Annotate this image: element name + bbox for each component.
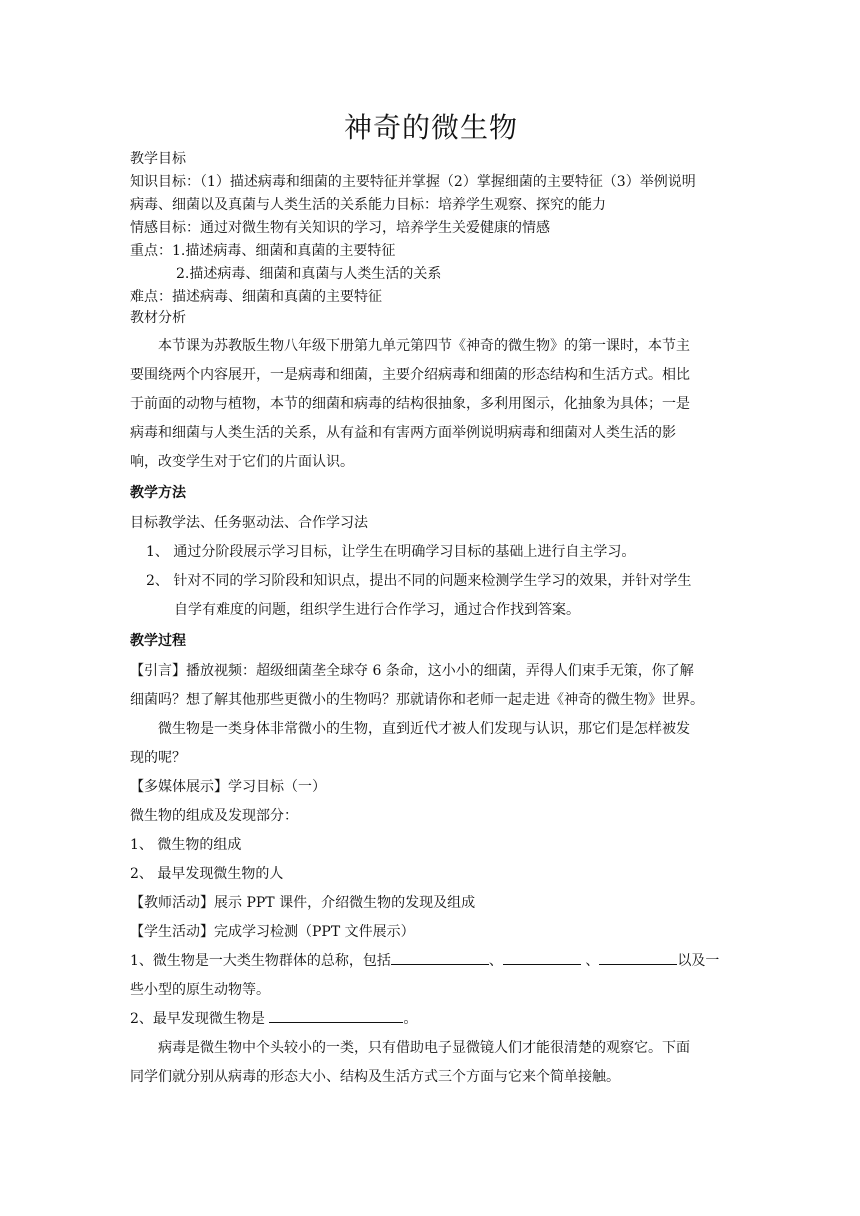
microbe-line-2: 现的呢？ — [130, 750, 186, 766]
question-1-line-1 — [130, 950, 732, 972]
methods-heading: 教学方法 — [130, 485, 186, 501]
student-activity-line: 【学生活动】完成学习检测（PPT 文件展示） — [130, 924, 415, 940]
answer-blank-4[interactable] — [269, 1008, 403, 1023]
composition-line: 微生物的组成及发现部分： — [130, 808, 298, 824]
question-1-line-2: 些小型的原生动物等。 — [130, 982, 270, 998]
analysis-heading: 教材分析 — [130, 310, 186, 326]
microbe-line-1: 微生物是一类身体非常微小的生物，直到近代才被人们发现与认识，那它们是怎样被发 — [158, 721, 690, 737]
analysis-line-5: 响，改变学生对于它们的片面认识。 — [130, 454, 354, 470]
knowledge-goal-line-1: 知识目标：（1）描述病毒和细菌的主要特征并掌握（2）掌握细菌的主要特征（3）举例说明 — [130, 174, 696, 190]
knowledge-goal-line-2: 病毒、细菌以及真菌与人类生活的关系能力目标：培养学生观察、探究的能力 — [130, 197, 606, 213]
question-1-end: 以及一 — [677, 953, 720, 969]
answer-blank-1[interactable] — [391, 950, 489, 965]
media-display-line: 【多媒体展示】学习目标（一） — [130, 779, 326, 795]
intro-line-1: 【引言】播放视频：超级细菌垄全球夺 6 条命，这小小的细菌，弄得人们束手无策，你了解 — [130, 663, 694, 679]
question-1-text: 1、微生物是一大类生物群体的总称，包括 — [130, 953, 391, 969]
virus-line-1: 病毒是微生物中个头较小的一类，只有借助电子显微镜人们才能很清楚的观察它。下面 — [158, 1040, 690, 1056]
document-title: 神奇的微生物 — [343, 111, 518, 144]
list-item-discoverer: 2、 最早发现微生物的人 — [130, 866, 284, 882]
difficulty-point: 难点：描述病毒、细菌和真菌的主要特征 — [130, 289, 382, 305]
question-2-line — [130, 1008, 732, 1030]
intro-line-2: 细菌吗？想了解其他那些更微小的生物吗？那就请你和老师一起走进《神奇的微生物》世界。 — [130, 692, 704, 708]
analysis-line-2: 要围绕两个内容展开，一是病毒和细菌，主要介绍病毒和细菌的形态结构和生活方式。相比 — [130, 367, 690, 383]
goals-heading: 教学目标 — [130, 151, 186, 167]
process-heading: 教学过程 — [130, 633, 186, 649]
key-point-1: 重点：1.描述病毒、细菌和真菌的主要特征 — [130, 243, 396, 259]
question-2-end: 。 — [403, 1011, 418, 1027]
virus-line-2: 同学们就分别从病毒的形态大小、结构及生活方式三个方面与它来个简单接触。 — [130, 1069, 620, 1085]
emotion-goal: 情感目标：通过对微生物有关知识的学习，培养学生关爱健康的情感 — [130, 220, 550, 236]
answer-blank-2[interactable] — [503, 950, 581, 965]
question-1-separator-1: 、 — [488, 953, 503, 969]
method-item-2-line-2: 自学有难度的问题，组织学生进行合作学习，通过合作找到答案。 — [174, 602, 580, 618]
analysis-line-1: 本节课为苏教版生物八年级下册第九单元第四节《神奇的微生物》的第一课时，本节主 — [158, 338, 690, 354]
question-1-separator-2: 、 — [580, 953, 600, 969]
analysis-line-3: 于前面的动物与植物，本节的细菌和病毒的结构很抽象，多利用图示，化抽象为具体；一是 — [130, 396, 690, 412]
key-point-2: 2.描述病毒、细菌和真菌与人类生活的关系 — [176, 266, 442, 282]
method-item-1: 1、 通过分阶段展示学习目标，让学生在明确学习目标的基础上进行自主学习。 — [146, 544, 636, 560]
list-item-composition: 1、 微生物的组成 — [130, 837, 242, 853]
question-2-text: 2、最早发现微生物是 — [130, 1011, 270, 1027]
teacher-activity-line: 【教师活动】展示 PPT 课件，介绍微生物的发现及组成 — [130, 895, 476, 911]
answer-blank-3[interactable] — [599, 950, 677, 965]
analysis-line-4: 病毒和细菌与人类生活的关系，从有益和有害两方面举例说明病毒和细菌对人类生活的影 — [130, 425, 676, 441]
method-item-2-line-1: 2、 针对不同的学习阶段和知识点，提出不同的问题来检测学生学习的效果，并针对学生 — [146, 573, 692, 589]
methods-line: 目标教学法、任务驱动法、合作学习法 — [130, 515, 368, 531]
